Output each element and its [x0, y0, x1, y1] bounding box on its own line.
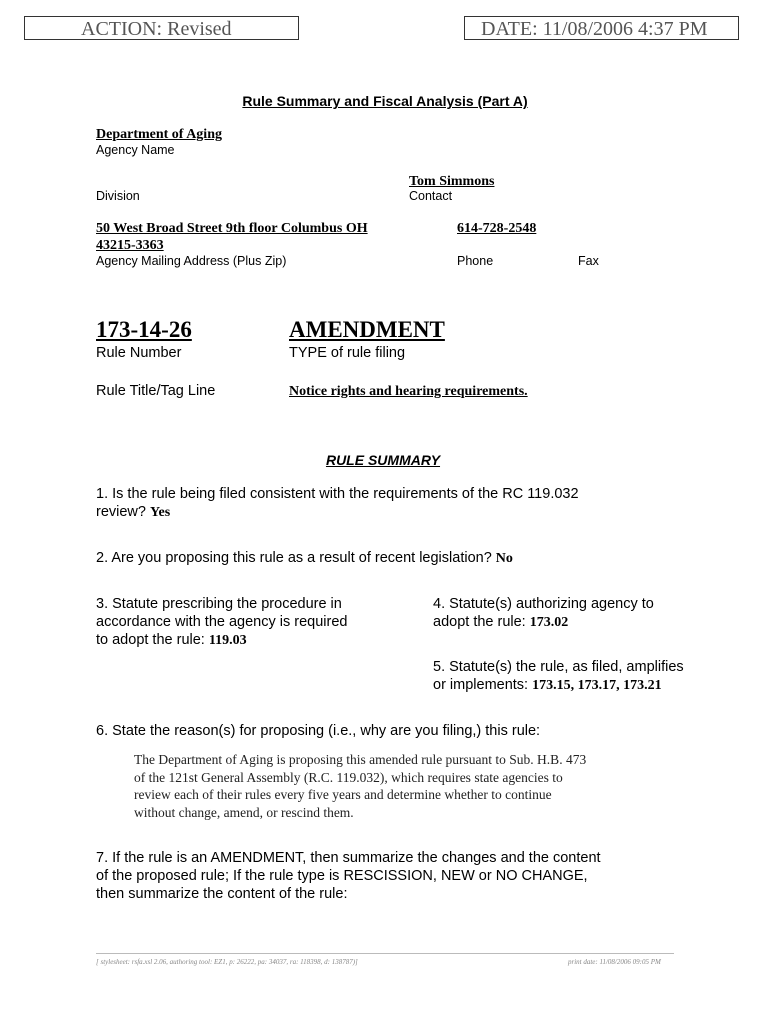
phone-label: Phone	[457, 254, 494, 268]
question-7-line1: 7. If the rule is an AMENDMENT, then summarize the changes and the content	[96, 850, 601, 866]
question-6-answer-line4: without change, amend, or rescind them.	[134, 804, 354, 820]
contact-name: Tom Simmons	[409, 174, 495, 189]
question-7-line3: then summarize the content of the rule:	[96, 886, 348, 902]
question-7	[96, 849, 601, 903]
question-3-line3: to adopt the rule:	[96, 632, 205, 648]
footer-divider	[96, 953, 674, 954]
question-1-line2	[96, 503, 579, 522]
rule-number-label: Rule Number	[96, 345, 182, 361]
date-text: DATE: 11/08/2006 4:37 PM	[481, 18, 708, 40]
question-6: 6. State the reason(s) for proposing (i.e., why are you filing,) this rule:	[96, 723, 541, 739]
question-1-line2-text: review?	[96, 504, 146, 520]
question-5-line2-wrap	[433, 676, 684, 695]
question-4-line1: 4. Statute(s) authorizing agency to	[433, 596, 654, 612]
rule-title: Notice rights and hearing requirements.	[289, 384, 528, 399]
question-3-line1: 3. Statute prescribing the procedure in	[96, 596, 342, 612]
question-2-text: 2. Are you proposing this rule as a result of recent legislation?	[96, 550, 492, 566]
division-label: Division	[96, 189, 140, 203]
question-5	[433, 658, 684, 695]
address-label: Agency Mailing Address (Plus Zip)	[96, 254, 287, 268]
question-6-answer-line1: The Department of Aging is proposing this amended rule pursuant to Sub. H.B. 473	[134, 752, 587, 767]
question-4	[433, 595, 654, 632]
question-5-line2: or implements:	[433, 677, 529, 693]
question-6-answer-line3: review each of their rules every five years and determine whether to continue	[134, 787, 552, 802]
question-3	[96, 595, 347, 650]
question-1	[96, 485, 579, 522]
question-4-answer: 173.02	[529, 615, 569, 630]
fax-label: Fax	[578, 254, 599, 268]
agency-phone: 614-728-2548	[457, 221, 537, 236]
agency-name: Department of Aging	[96, 127, 222, 142]
contact-label: Contact	[409, 189, 453, 203]
question-2	[96, 549, 513, 568]
rule-title-label: Rule Title/Tag Line	[96, 383, 216, 399]
rule-type-label: TYPE of rule filing	[289, 345, 406, 361]
question-3-line3-wrap	[96, 631, 347, 650]
question-1-answer: Yes	[150, 505, 171, 520]
agency-address-line2: 43215-3363	[96, 238, 164, 253]
rule-summary-heading: RULE SUMMARY	[325, 452, 441, 468]
question-5-answer: 173.15, 173.17, 173.21	[532, 678, 662, 693]
question-4-line2-wrap	[433, 613, 654, 632]
action-box	[24, 16, 299, 40]
rule-number: 173-14-26	[96, 317, 192, 342]
question-6-answer	[134, 751, 586, 821]
question-3-answer: 119.03	[208, 633, 247, 648]
footer-stylesheet-info: [ stylesheet: rsfa.xsl 2.06, authoring tool: EZ1, p: 26222, pa: 34037, ra: 118398, d: 138787)]	[96, 958, 358, 966]
question-1-line1: 1. Is the rule being filed consistent with the requirements of the RC 119.032	[96, 486, 579, 502]
agency-address-line1: 50 West Broad Street 9th floor Columbus OH	[96, 221, 368, 236]
question-7-line2: of the proposed rule; If the rule type is RESCISSION, NEW or NO CHANGE,	[96, 868, 588, 884]
question-2-answer: No	[495, 551, 513, 566]
page-title: Rule Summary and Fiscal Analysis (Part A)	[242, 93, 528, 109]
question-5-line1: 5. Statute(s) the rule, as filed, amplifies	[433, 659, 684, 675]
question-4-line2: adopt the rule:	[433, 614, 526, 630]
date-box	[464, 16, 739, 40]
agency-name-label: Agency Name	[96, 143, 175, 157]
rule-type: AMENDMENT	[289, 317, 445, 342]
question-6-answer-line2: of the 121st General Assembly (R.C. 119.032), which requires state agencies to	[134, 769, 563, 785]
footer-print-date: print date: 11/08/2006 09:05 PM	[568, 958, 661, 966]
action-text: ACTION: Revised	[81, 18, 232, 40]
question-3-line2: accordance with the agency is required	[96, 614, 348, 630]
